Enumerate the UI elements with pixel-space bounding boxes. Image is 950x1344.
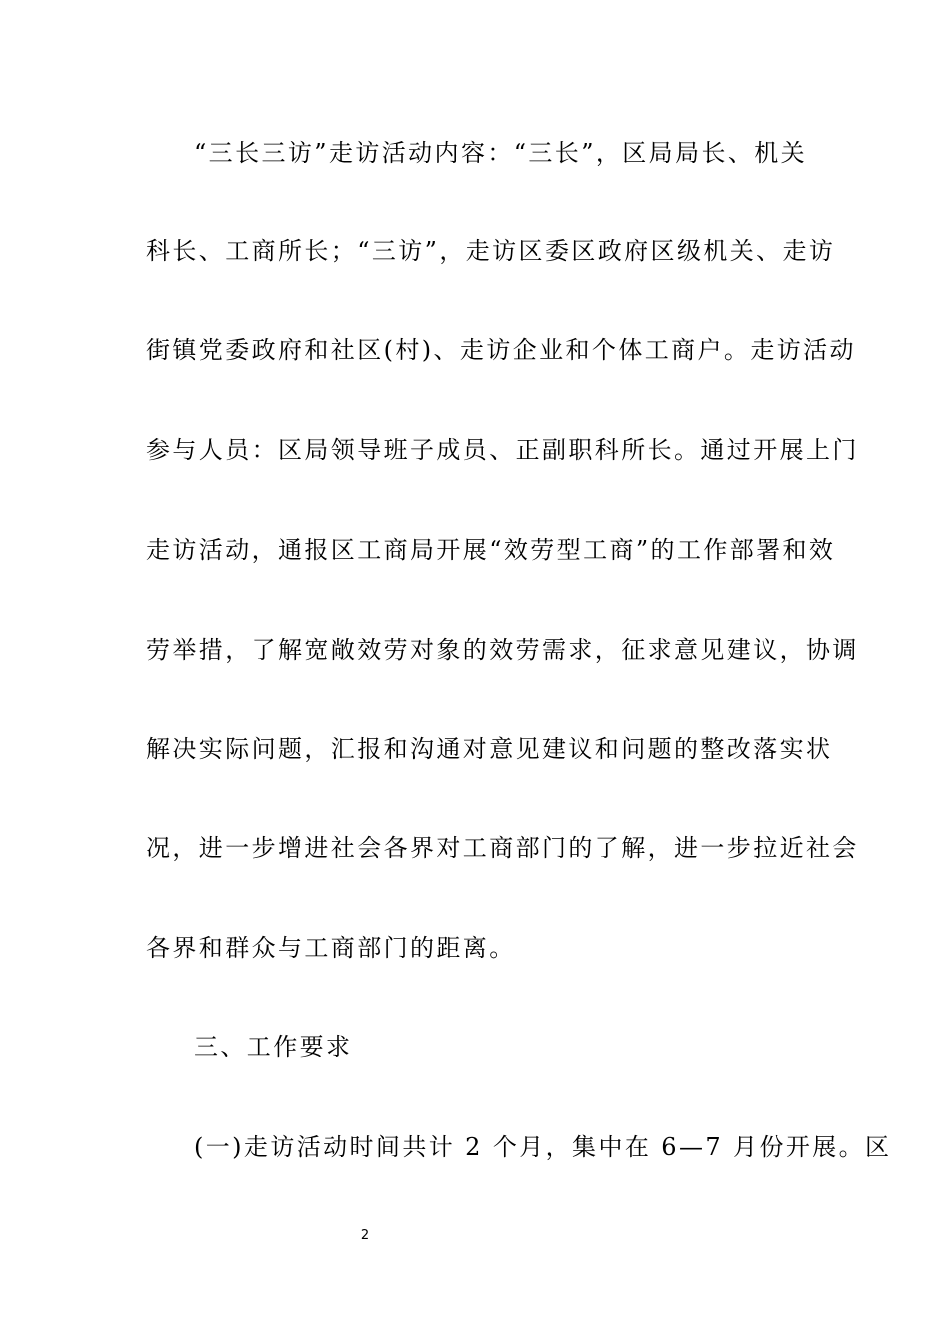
paragraph-line-4: 参与人员：区局领导班子成员、正副职科所长。通过开展上门: [146, 436, 859, 464]
paragraph-line-8: 况，进一步增进社会各界对工商部门的了解，进一步拉近社会: [146, 834, 859, 862]
paragraph-line-6: 劳举措，了解宽敞效劳对象的效劳需求，征求意见建议，协调: [146, 636, 859, 664]
paragraph-line-7: 解决实际问题，汇报和沟通对意见建议和问题的整改落实状: [146, 735, 833, 763]
paragraph-line-5: 走访活动，通报区工商局开展“效劳型工商”的工作部署和效: [146, 536, 836, 564]
page-number: 2: [360, 1228, 370, 1243]
paragraph-line-1: “三长三访”走访活动内容：“三长”，区局局长、机关: [194, 139, 808, 167]
paragraph-line-3: 街镇党委政府和社区(村)、走访企业和个体工商户。走访活动: [146, 336, 856, 364]
section-heading: 三、工作要求: [194, 1033, 353, 1061]
paragraph-line-2: 科长、工商所长；“三访”，走访区委区政府区级机关、走访: [146, 237, 836, 265]
paragraph-line-9: 各界和群众与工商部门的距离。: [146, 934, 516, 962]
paragraph-first-line: (一)走访活动时间共计 2 个月，集中在 6—7 月份开展。区: [194, 1133, 892, 1161]
